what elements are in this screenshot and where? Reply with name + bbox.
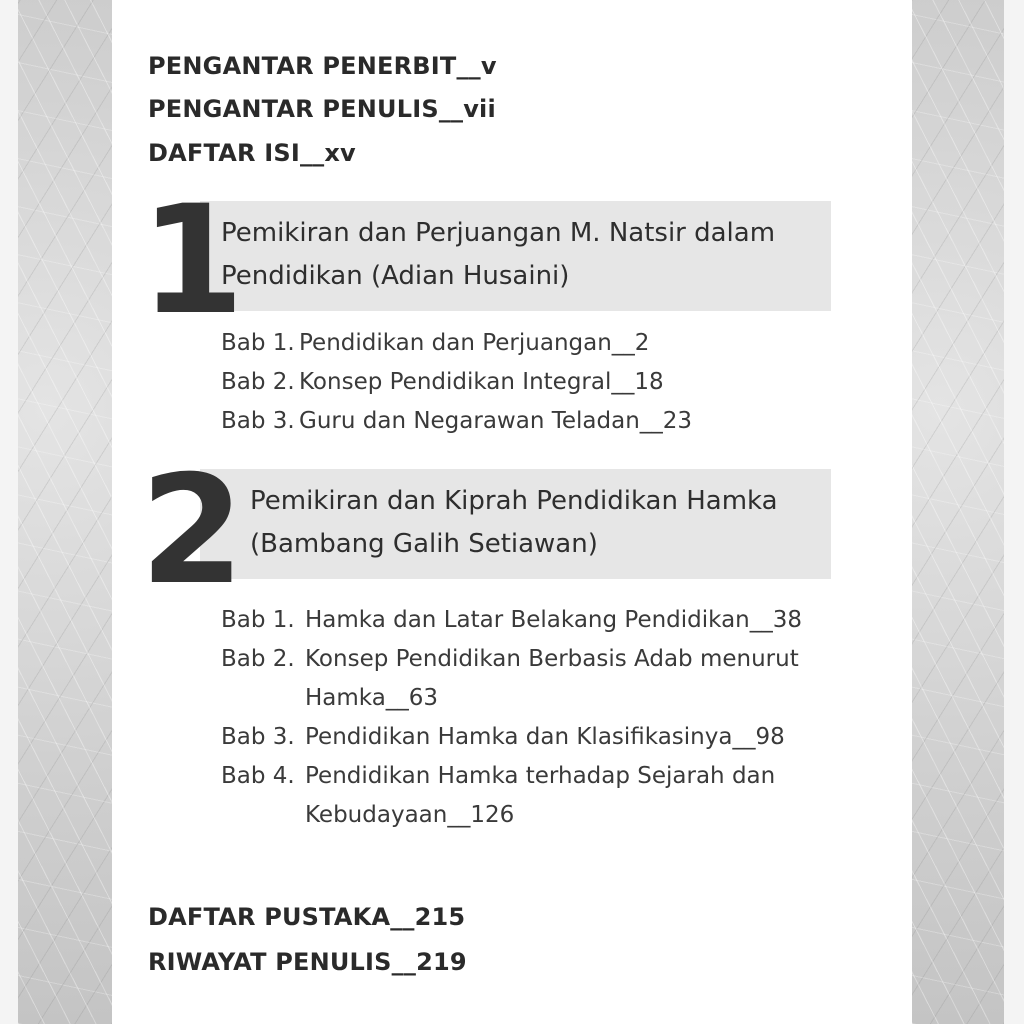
bab-number: Bab 1.	[221, 607, 295, 633]
bab-title: Konsep Pendidikan Berbasis Adab menurut	[305, 646, 799, 672]
chapter-title-line: Pemikiran dan Kiprah Pendidikan Hamka	[250, 486, 778, 516]
front-matter-entry[interactable]: PENGANTAR PENERBIT__v	[148, 52, 497, 80]
bab-number: Bab 4.	[221, 763, 295, 789]
bab-number: Bab 3.	[221, 408, 295, 434]
bab-title: Pendidikan Hamka terhadap Sejarah dan	[305, 763, 776, 789]
bab-number: Bab 2.	[221, 646, 295, 672]
front-matter-entry[interactable]: PENGANTAR PENULIS__vii	[148, 95, 496, 123]
bab-title: Hamka dan Latar Belakang Pendidikan__38	[305, 607, 803, 633]
chapter-number: 1	[140, 174, 239, 348]
bab-number: Bab 2.	[221, 369, 295, 395]
back-matter-entry[interactable]: DAFTAR PUSTAKA__215	[148, 903, 466, 931]
front-matter-entry[interactable]: DAFTAR ISI__xv	[148, 139, 356, 167]
bab-number: Bab 3.	[221, 724, 295, 750]
bab-title: Pendidikan Hamka dan Klasifikasinya__98	[305, 724, 785, 750]
page-edge-right	[1004, 0, 1024, 1024]
marble-border-right	[912, 0, 1004, 1024]
chapter-title-line: Pendidikan (Adian Husaini)	[221, 261, 570, 291]
bab-title-continued: Hamka__63	[305, 685, 439, 711]
chapter-title[interactable]	[221, 212, 775, 298]
bab-title: Konsep Pendidikan Integral__18	[299, 369, 664, 395]
chapter-title-line: (Bambang Galih Setiawan)	[250, 529, 598, 559]
bab-title-continued: Kebudayaan__126	[305, 802, 515, 828]
marble-border-left	[18, 0, 112, 1024]
back-matter-entry[interactable]: RIWAYAT PENULIS__219	[148, 948, 467, 976]
page-edge-left	[0, 0, 18, 1024]
bab-number: Bab 1.	[221, 330, 295, 356]
bab-title: Pendidikan dan Perjuangan__2	[299, 330, 650, 356]
chapter-title-line: Pemikiran dan Perjuangan M. Natsir dalam	[221, 218, 776, 248]
chapter-number: 2	[140, 444, 239, 618]
bab-title: Guru dan Negarawan Teladan__23	[299, 408, 693, 434]
chapter-title[interactable]	[250, 480, 778, 566]
